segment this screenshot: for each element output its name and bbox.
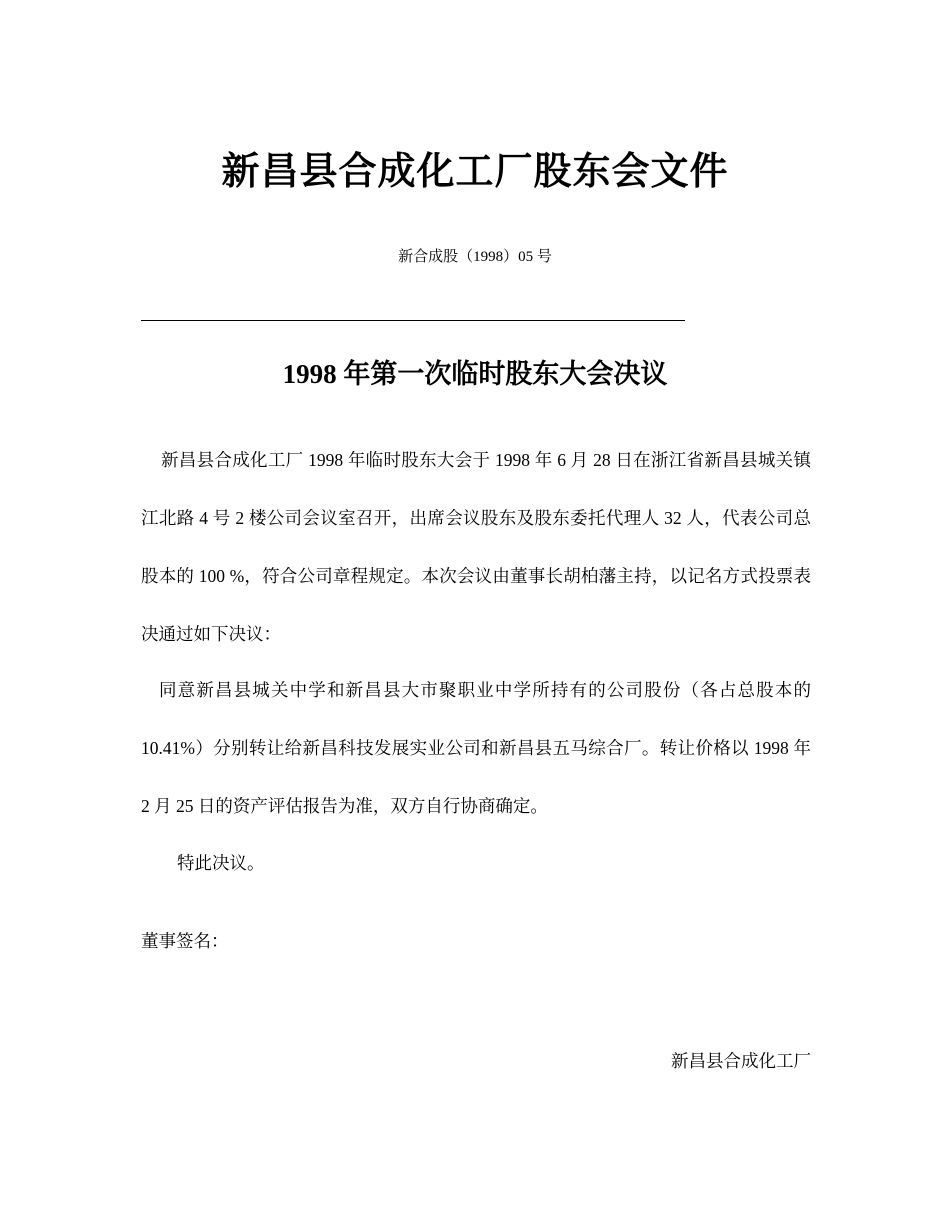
header-divider <box>141 320 685 321</box>
resolution-paragraph-transfer: 同意新昌县城关中学和新昌县大市聚职业中学所持有的公司股份（各占总股本的 10.41%）分别转让给新昌科技发展实业公司和新昌县五马综合厂。转让价格以 1998 年 2 月 25 日的资产评估报告为准，双方自行协商确定。 <box>141 680 811 816</box>
document-number: 新合成股（1998）05 号 <box>398 249 552 265</box>
director-signature-label: 董事签名： <box>141 931 229 951</box>
issuer-name: 新昌县合成化工厂 <box>671 1051 811 1071</box>
resolution-paragraph-meeting: 新昌县合成化工厂 1998 年临时股东大会于 1998 年 6 月 28 日在浙江省新昌县城关镇江北路 4 号 2 楼公司会议室召开，出席会议股东及股东委托代理人 32 人，代表公司总股本的 100 %，符合公司章程规定。本次会议由董事长胡柏藩主持，以记名方式投票表决通过如下决议： <box>141 450 811 644</box>
resolution-title: 1998 年第一次临时股东大会决议 <box>282 359 668 389</box>
document-header-title: 新昌县合成化工厂股东会文件 <box>221 151 729 193</box>
resolution-paragraph-closing: 特此决议。 <box>177 853 265 873</box>
